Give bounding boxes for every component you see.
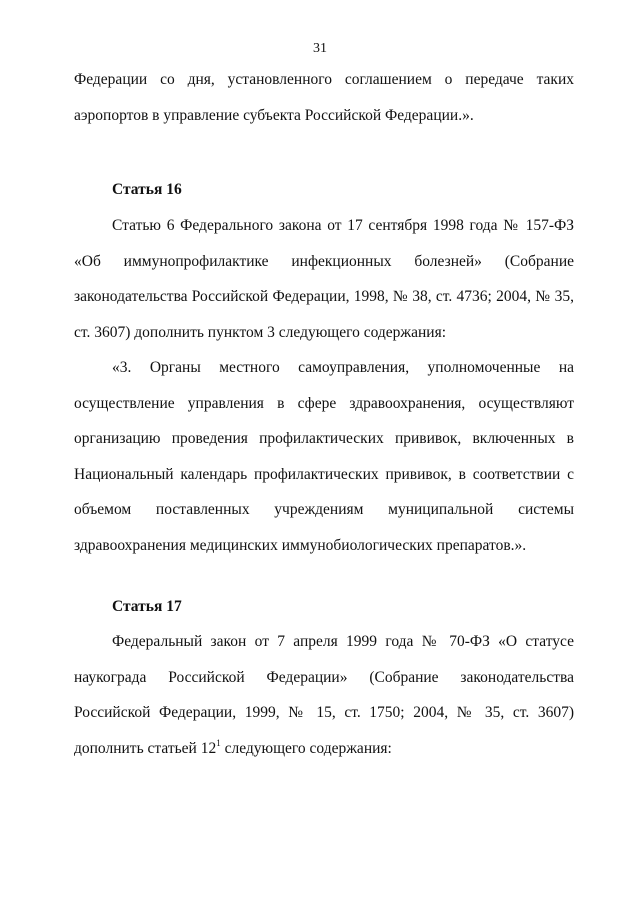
article-17-paragraph-1 bbox=[74, 624, 574, 766]
article-17-paragraph-1-text: Федеральный закон от 7 апреля 1999 года № 70-ФЗ «О статусе наукограда Российской Федерации» (Собрание законодательства Российской Федерации, 1999, № 15, ст. 1750; 2004, № 35, ст. 3607) дополнить статьей 12 bbox=[74, 633, 574, 757]
article-16-paragraph-1: Статью 6 Федерального закона от 17 сентября 1998 года № 157-ФЗ «Об иммунопрофилактике инфекционных болезней» (Собрание законодательства Российской Федерации, 1998, № 38, ст. 4736; 2004, № 35, ст. 3607) дополнить пунктом 3 следующего содержания: bbox=[74, 217, 574, 341]
page-number: 31 bbox=[313, 41, 327, 56]
article-16-paragraph-2: «3. Органы местного самоуправления, уполномоченные на осуществление управления в сфере здравоохранения, осуществляют организацию проведения профилактических прививок, включенных в Национальный календарь профилактических прививок, в соответствии с объемом поставленных учреждениям муниципальной системы здравоохранения медицинских иммунобиологических препаратов.». bbox=[74, 359, 574, 554]
article-16-heading: Статья 16 bbox=[112, 181, 182, 198]
article-17-heading: Статья 17 bbox=[112, 598, 182, 615]
article-17-paragraph-1-end: следующего содержания: bbox=[220, 739, 392, 757]
article-number-superscript: 1 bbox=[216, 737, 221, 748]
intro-paragraph: Федерации со дня, установленного соглашением о передаче таких аэропортов в управление субъекта Российской Федерации.». bbox=[74, 71, 574, 124]
